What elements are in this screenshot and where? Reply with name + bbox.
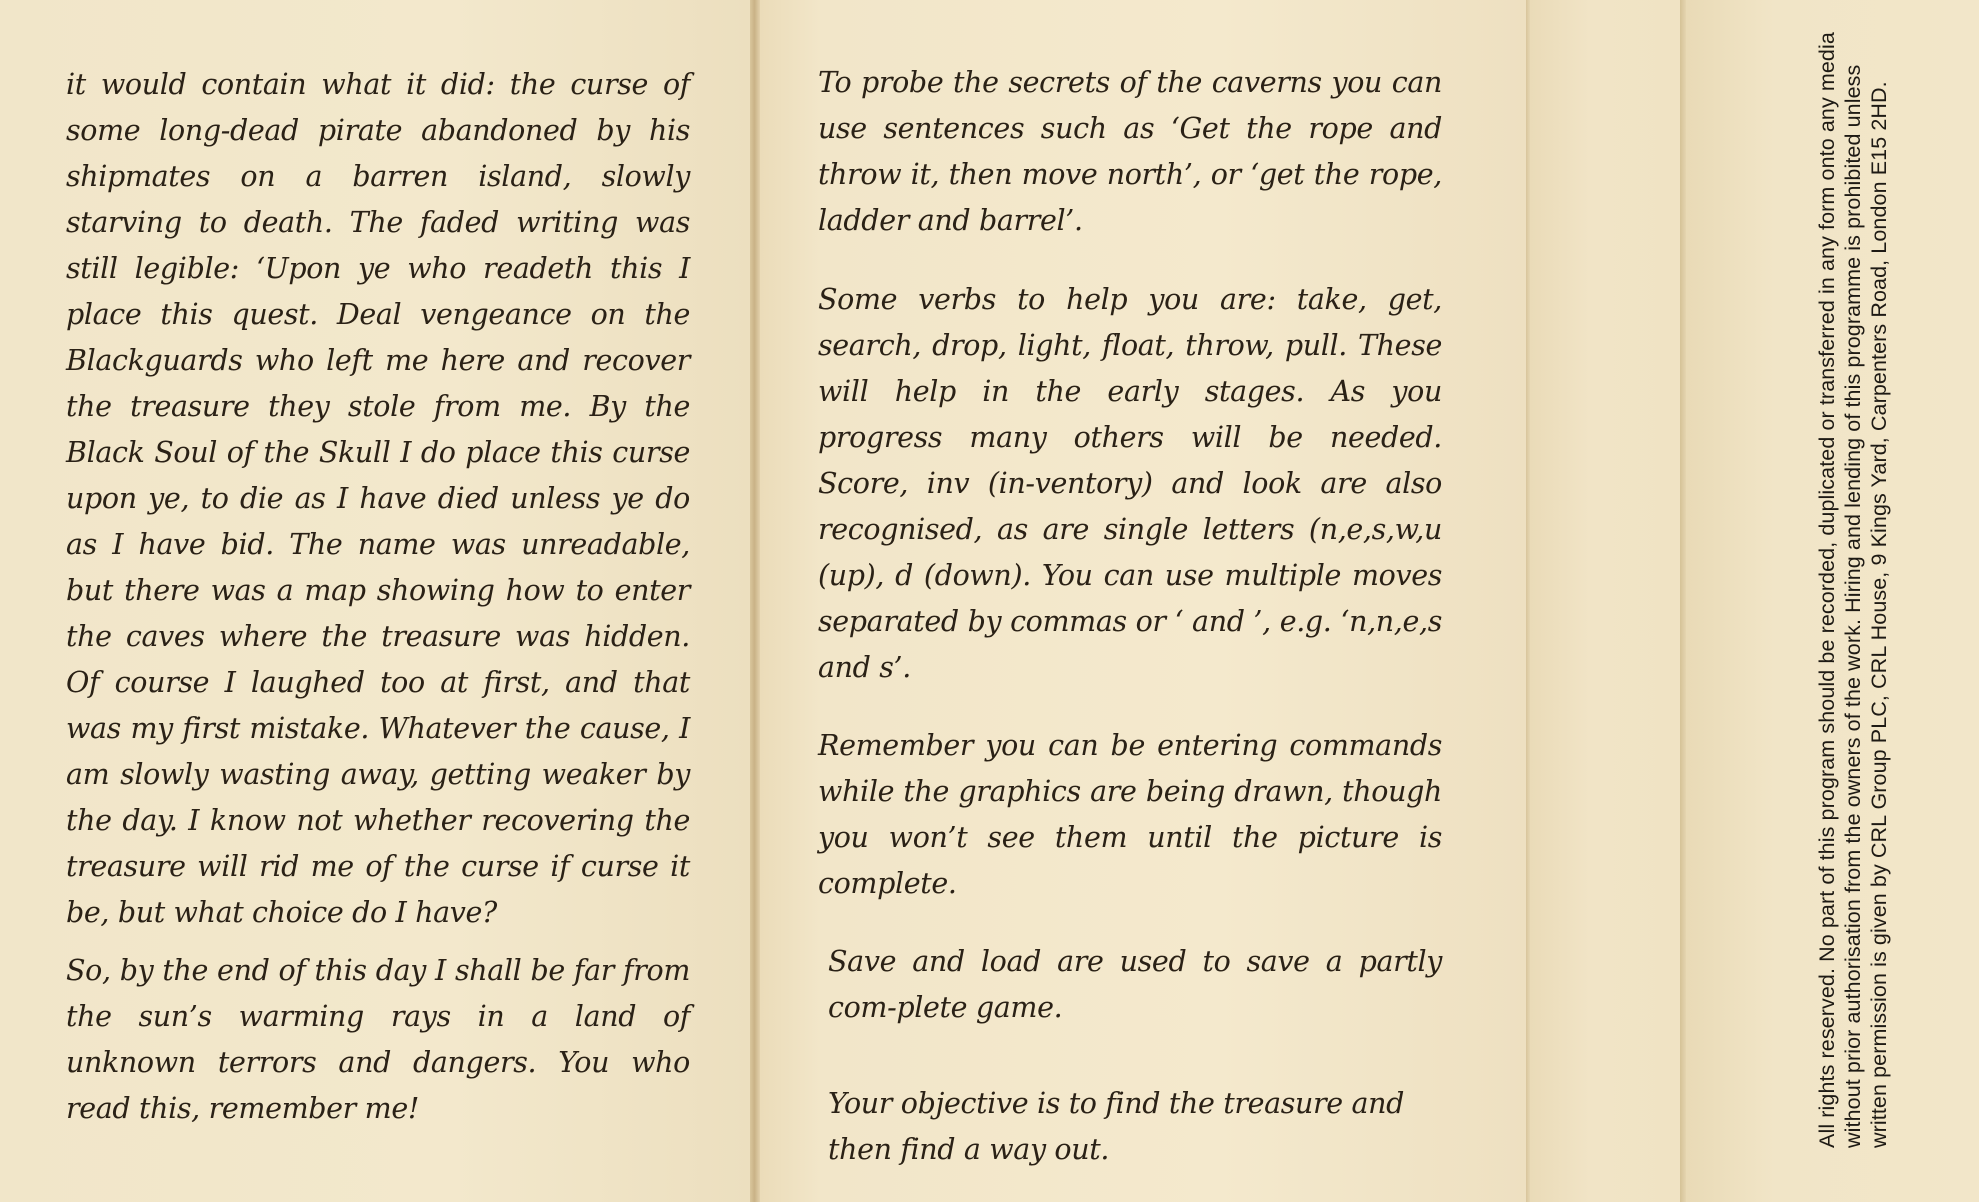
- instruction-paragraph: To probe the secrets of the caverns you can use sentences such as ‘Get the rope and throw it, then move north’, or ‘get the rope, ladder and barrel’.: [818, 66, 1442, 237]
- story-text-column: [66, 62, 690, 1132]
- fold-crease: [750, 0, 760, 1202]
- blank-strip-panel: [1530, 0, 1680, 1202]
- instruction-paragraph: Some verbs to help you are: take, get, search, drop, light, float, throw, pull. These will help in the early stages. As you progress many others will be needed. Score, inv (in-ventory) and look are also recognised, as are single letters (n,e,s,w,u (up), d (down). You can use multiple moves separated by commas or ‘ and ’, e.g. ‘n,n,e,s and s’.: [818, 283, 1442, 684]
- story-paragraph: So, by the end of this day I shall be far from the sun’s warming rays in a land of unknown terrors and dangers. You who read this, remember me!: [66, 954, 690, 1125]
- instruction-paragraph: Save and load are used to save a partly com-plete game.: [828, 945, 1442, 1024]
- instruction-paragraph: Your objective is to find the treasure and then find a way out.: [828, 1087, 1405, 1166]
- instructions-text-column: [818, 60, 1442, 1173]
- story-paragraph: it would contain what it did: the curse of some long-dead pirate abandoned by his shipmates on a barren island, slowly starving to death. The faded writing was still legible: ‘Upon ye who readeth this I place this quest. Deal vengeance on the Blackguards who left me here and recover the treasure they stole from me. By the Black Soul of the Skull I do place this curse upon ye, to die as I have died unless ye do as I have bid. The name was unreadable, but there was a map showing how to enter the caves where the treasure was hidden. Of course I laughed too at first, and that was my first mistake. Whatever the cause, I am slowly wasting away, getting weaker by the day. I know not whether recovering the treasure will rid me of the curse if curse it be, but what choice do I have?: [66, 68, 690, 929]
- instruction-paragraph: Remember you can be entering commands while the graphics are being drawn, though you won’t see them until the picture is complete.: [818, 729, 1442, 900]
- copyright-notice: All rights reserved. No part of this program should be recorded, duplicated or transferred in any form onto any media without prior authorisation from the owners of the work. Hiring and lending of this programme is prohibited unless written permission is given by CRL Group PLC, CRL House, 9 Kings Yard, Carpenters Road, London E15 2HD.: [1815, 32, 1891, 1148]
